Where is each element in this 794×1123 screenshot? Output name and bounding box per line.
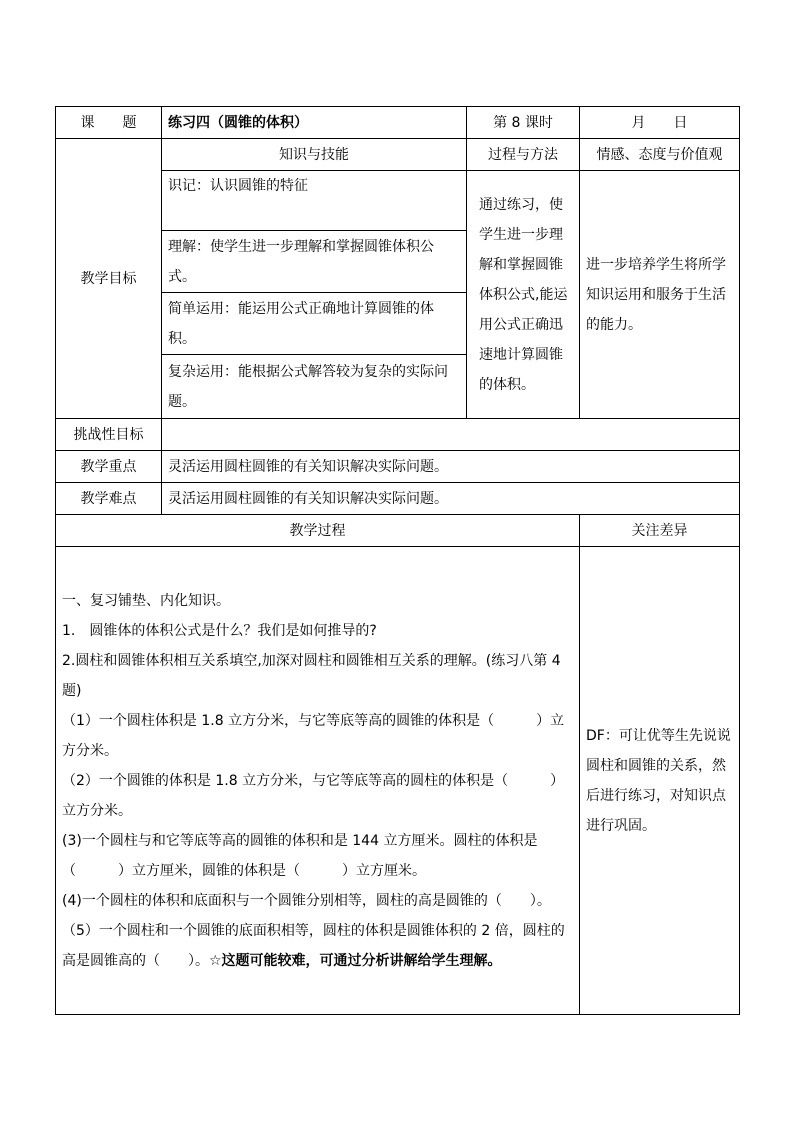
header-row <box>56 107 740 139</box>
knowledge-item-1: 识记：认识圆锥的特征 <box>162 171 467 231</box>
col-emotion: 情感、态度与价值观 <box>580 139 740 171</box>
knowledge-item-3: 简单运用：能运用公式正确地计算圆锥的体积。 <box>162 293 467 355</box>
question-2-1: （1）一个圆柱体积是 1.8 立方分米，与它等底等高的圆锥的体积是（ ）立方分米。 <box>62 712 565 759</box>
process-method-text: 通过练习，使学生进一步理解和掌握圆锥体积公式,能运用公式正确迅速地计算圆锥的体积。 <box>467 171 580 419</box>
challenge-row <box>56 419 740 451</box>
topic-value: 练习四（圆锥的体积） <box>162 107 467 139</box>
topic-label: 课 题 <box>56 107 162 139</box>
difficulty-row <box>56 483 740 515</box>
goals-label: 教学目标 <box>56 139 162 419</box>
process-header: 教学过程 <box>56 515 580 547</box>
diff-note: DF：可让优等生先说说圆柱和圆锥的关系，然后进行练习，对知识点进行巩固。 <box>580 547 740 1015</box>
challenge-label: 挑战性目标 <box>56 419 162 451</box>
question-1: 1. 圆锥体的体积公式是什么？我们是如何推导的? <box>62 622 377 639</box>
col-knowledge: 知识与技能 <box>162 139 467 171</box>
col-process: 过程与方法 <box>467 139 580 171</box>
goals-header-row <box>56 139 740 171</box>
lesson-plan-table <box>55 106 740 1015</box>
date-label: 月 日 <box>580 107 740 139</box>
diff-header: 关注差异 <box>580 515 740 547</box>
emotion-text: 进一步培养学生将所学知识运用和服务于生活的能力。 <box>580 171 740 419</box>
lesson-period: 第 8 课时 <box>467 107 580 139</box>
knowledge-item-4: 复杂运用：能根据公式解答较为复杂的实际问题。 <box>162 355 467 419</box>
challenge-value <box>162 419 740 451</box>
process-header-row <box>56 515 740 547</box>
section-1-heading: 一、复习铺垫、内化知识。 <box>62 592 230 609</box>
question-2-5-note: ☆这题可能较难，可通过分析讲解给学生理解。 <box>209 952 502 969</box>
focus-row <box>56 451 740 483</box>
process-content <box>56 547 580 1015</box>
focus-label: 教学重点 <box>56 451 162 483</box>
question-2-2: （2）一个圆锥的体积是 1.8 立方分米，与它等底等高的圆柱的体积是（ ）立方分米。 <box>62 772 565 819</box>
question-2-3: (3)一个圆柱与和它等底等高的圆锥的体积和是 144 立方厘米。圆柱的体积是（ ）立方厘米，圆锥的体积是（ ）立方厘米。 <box>62 832 538 879</box>
difficulty-value: 灵活运用圆柱圆锥的有关知识解决实际问题。 <box>162 483 740 515</box>
knowledge-item-2: 理解：使学生进一步理解和掌握圆锥体积公式。 <box>162 231 467 293</box>
process-content-row <box>56 547 740 1015</box>
question-2-5 <box>62 916 573 976</box>
focus-value: 灵活运用圆柱圆锥的有关知识解决实际问题。 <box>162 451 740 483</box>
difficulty-label: 教学难点 <box>56 483 162 515</box>
question-2: 2.圆柱和圆锥体积相互关系填空,加深对圆柱和圆锥相互关系的理解。(练习八第 4 题) <box>62 652 561 699</box>
question-2-4: (4)一个圆柱的体积和底面积与一个圆锥分别相等，圆柱的高是圆锥的（ ）。 <box>62 892 551 909</box>
question-2-5-text: （5）一个圆柱和一个圆锥的底面积相等，圆柱的体积是圆锥体积的 2 倍，圆柱的高是圆锥高的（ ）。 <box>62 922 565 969</box>
